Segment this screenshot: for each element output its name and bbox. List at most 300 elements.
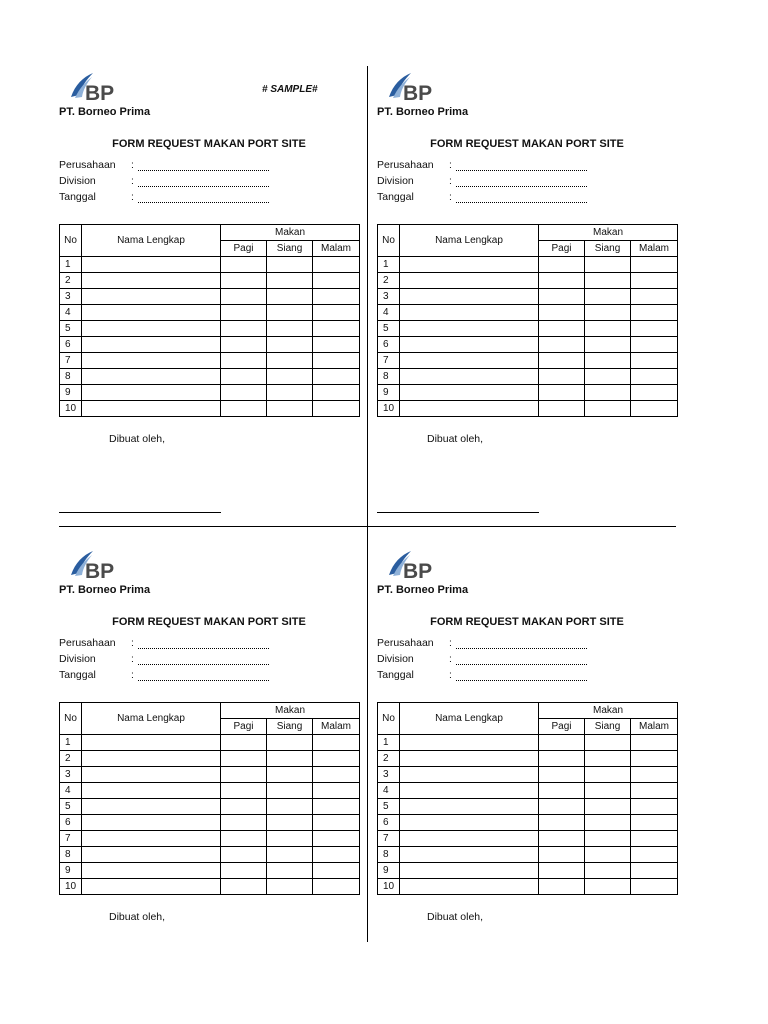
- malam-cell[interactable]: [631, 305, 678, 321]
- malam-cell[interactable]: [631, 847, 678, 863]
- name-cell[interactable]: [82, 321, 221, 337]
- table-row: [378, 767, 678, 783]
- field-colon: :: [131, 159, 134, 171]
- field-dotted-line: [456, 680, 587, 681]
- field-perusahaan[interactable]: [377, 637, 452, 649]
- malam-cell[interactable]: [631, 385, 678, 401]
- meal-table: [377, 224, 678, 417]
- siang-cell[interactable]: [585, 337, 631, 353]
- row-number: 8: [60, 369, 82, 385]
- row-number: 1: [60, 735, 82, 751]
- siang-cell[interactable]: [585, 799, 631, 815]
- name-cell[interactable]: [82, 815, 221, 831]
- siang-cell[interactable]: [585, 783, 631, 799]
- name-cell[interactable]: [400, 257, 539, 273]
- siang-cell[interactable]: [585, 735, 631, 751]
- malam-cell[interactable]: [313, 735, 360, 751]
- name-cell[interactable]: [82, 353, 221, 369]
- name-cell[interactable]: [400, 831, 539, 847]
- pagi-cell[interactable]: [221, 799, 267, 815]
- field-label: Perusahaan: [377, 637, 434, 649]
- malam-cell[interactable]: [313, 353, 360, 369]
- siang-cell[interactable]: [267, 831, 313, 847]
- table-row: [378, 305, 678, 321]
- pagi-cell[interactable]: [539, 337, 585, 353]
- table-row: [378, 879, 678, 895]
- bp-logo: [381, 549, 461, 581]
- header-siang: Siang: [267, 241, 313, 257]
- name-cell[interactable]: [400, 337, 539, 353]
- name-cell[interactable]: [82, 767, 221, 783]
- siang-cell[interactable]: [267, 257, 313, 273]
- row-number: 1: [378, 735, 400, 751]
- field-tanggal[interactable]: [59, 669, 134, 681]
- malam-cell[interactable]: [313, 257, 360, 273]
- field-label: Perusahaan: [377, 159, 434, 171]
- header-no: No: [378, 703, 400, 735]
- malam-cell[interactable]: [631, 273, 678, 289]
- header-siang: Siang: [585, 241, 631, 257]
- field-colon: :: [449, 637, 452, 649]
- table-row: [378, 751, 678, 767]
- dibuat-oleh-label: Dibuat oleh,: [109, 433, 166, 445]
- pagi-cell[interactable]: [539, 799, 585, 815]
- malam-cell[interactable]: [313, 321, 360, 337]
- bp-logo: [63, 549, 143, 581]
- row-number: 6: [60, 815, 82, 831]
- siang-cell[interactable]: [267, 799, 313, 815]
- malam-cell[interactable]: [631, 735, 678, 751]
- signature-line: [59, 512, 221, 513]
- field-label: Division: [377, 175, 414, 187]
- siang-cell[interactable]: [267, 751, 313, 767]
- siang-cell[interactable]: [585, 831, 631, 847]
- name-cell[interactable]: [82, 735, 221, 751]
- table-row: [60, 321, 360, 337]
- field-colon: :: [131, 175, 134, 187]
- name-cell[interactable]: [82, 847, 221, 863]
- malam-cell[interactable]: [631, 337, 678, 353]
- table-row: [378, 783, 678, 799]
- name-cell[interactable]: [82, 385, 221, 401]
- malam-cell[interactable]: [631, 353, 678, 369]
- dibuat-oleh-label: Dibuat oleh,: [427, 433, 484, 445]
- name-cell[interactable]: [400, 401, 539, 417]
- malam-cell[interactable]: [631, 831, 678, 847]
- pagi-cell[interactable]: [539, 305, 585, 321]
- field-division[interactable]: [377, 175, 452, 187]
- name-cell[interactable]: [400, 799, 539, 815]
- malam-cell[interactable]: [631, 289, 678, 305]
- malam-cell[interactable]: [631, 879, 678, 895]
- header-malam: Malam: [313, 241, 360, 257]
- malam-cell[interactable]: [631, 783, 678, 799]
- pagi-cell[interactable]: [539, 815, 585, 831]
- malam-cell[interactable]: [313, 305, 360, 321]
- siang-cell[interactable]: [267, 735, 313, 751]
- name-cell[interactable]: [82, 305, 221, 321]
- table-row: [378, 863, 678, 879]
- pagi-cell[interactable]: [221, 289, 267, 305]
- row-number: 6: [60, 337, 82, 353]
- malam-cell[interactable]: [313, 863, 360, 879]
- siang-cell[interactable]: [267, 353, 313, 369]
- pagi-cell[interactable]: [539, 273, 585, 289]
- malam-cell[interactable]: [631, 767, 678, 783]
- row-number: 1: [378, 257, 400, 273]
- form-bottom-left: [59, 546, 359, 986]
- malam-cell[interactable]: [631, 257, 678, 273]
- name-cell[interactable]: [400, 783, 539, 799]
- siang-cell[interactable]: [267, 321, 313, 337]
- pagi-cell[interactable]: [539, 369, 585, 385]
- header-nama-lengkap: Nama Lengkap: [82, 703, 221, 735]
- field-division[interactable]: [59, 653, 134, 665]
- siang-cell[interactable]: [267, 305, 313, 321]
- pagi-cell[interactable]: [221, 369, 267, 385]
- row-number: 5: [378, 799, 400, 815]
- name-cell[interactable]: [400, 321, 539, 337]
- table-row: [378, 831, 678, 847]
- header-pagi: Pagi: [221, 241, 267, 257]
- field-colon: :: [449, 653, 452, 665]
- field-tanggal[interactable]: [59, 191, 134, 203]
- table-row: [60, 847, 360, 863]
- field-dotted-line: [456, 648, 587, 649]
- field-label: Perusahaan: [59, 159, 116, 171]
- siang-cell[interactable]: [585, 879, 631, 895]
- logo-text: BP: [85, 560, 115, 581]
- name-cell[interactable]: [400, 305, 539, 321]
- pagi-cell[interactable]: [539, 289, 585, 305]
- name-cell[interactable]: [400, 879, 539, 895]
- field-colon: :: [131, 637, 134, 649]
- pagi-cell[interactable]: [221, 783, 267, 799]
- pagi-cell[interactable]: [539, 401, 585, 417]
- name-cell[interactable]: [400, 863, 539, 879]
- table-row: [60, 337, 360, 353]
- row-number: 3: [378, 767, 400, 783]
- malam-cell[interactable]: [313, 767, 360, 783]
- table-row: [378, 385, 678, 401]
- name-cell[interactable]: [400, 353, 539, 369]
- siang-cell[interactable]: [267, 863, 313, 879]
- form-title: FORM REQUEST MAKAN PORT SITE: [112, 138, 306, 150]
- pagi-cell[interactable]: [539, 735, 585, 751]
- siang-cell[interactable]: [585, 257, 631, 273]
- siang-cell[interactable]: [267, 337, 313, 353]
- row-number: 9: [60, 863, 82, 879]
- siang-cell[interactable]: [267, 815, 313, 831]
- table-row: [60, 783, 360, 799]
- pagi-cell[interactable]: [221, 337, 267, 353]
- field-division[interactable]: [59, 175, 134, 187]
- field-division[interactable]: [377, 653, 452, 665]
- table-row: [60, 815, 360, 831]
- malam-cell[interactable]: [631, 369, 678, 385]
- row-number: 8: [60, 847, 82, 863]
- pagi-cell[interactable]: [539, 879, 585, 895]
- name-cell[interactable]: [82, 273, 221, 289]
- row-number: 1: [60, 257, 82, 273]
- meal-table: [59, 702, 360, 895]
- malam-cell[interactable]: [631, 401, 678, 417]
- pagi-cell[interactable]: [539, 831, 585, 847]
- malam-cell[interactable]: [313, 273, 360, 289]
- siang-cell[interactable]: [585, 863, 631, 879]
- siang-cell[interactable]: [267, 401, 313, 417]
- pagi-cell[interactable]: [221, 863, 267, 879]
- siang-cell[interactable]: [585, 385, 631, 401]
- row-number: 4: [378, 305, 400, 321]
- malam-cell[interactable]: [631, 751, 678, 767]
- table-row: [378, 273, 678, 289]
- logo-text: BP: [85, 82, 115, 103]
- company-name: PT. Borneo Prima: [377, 106, 469, 118]
- siang-cell[interactable]: [585, 321, 631, 337]
- form-title: FORM REQUEST MAKAN PORT SITE: [430, 616, 624, 628]
- row-number: 9: [378, 385, 400, 401]
- field-dotted-line: [138, 680, 269, 681]
- table-row: [60, 273, 360, 289]
- name-cell[interactable]: [82, 879, 221, 895]
- name-cell[interactable]: [82, 369, 221, 385]
- siang-cell[interactable]: [585, 401, 631, 417]
- siang-cell[interactable]: [267, 385, 313, 401]
- name-cell[interactable]: [82, 289, 221, 305]
- field-perusahaan[interactable]: [59, 637, 134, 649]
- malam-cell[interactable]: [313, 401, 360, 417]
- name-cell[interactable]: [400, 751, 539, 767]
- siang-cell[interactable]: [585, 847, 631, 863]
- pagi-cell[interactable]: [221, 831, 267, 847]
- pagi-cell[interactable]: [221, 751, 267, 767]
- field-perusahaan[interactable]: [59, 159, 134, 171]
- name-cell[interactable]: [82, 257, 221, 273]
- name-cell[interactable]: [82, 863, 221, 879]
- pagi-cell[interactable]: [221, 879, 267, 895]
- field-dotted-line: [138, 664, 269, 665]
- table-row: [378, 799, 678, 815]
- table-row: [378, 815, 678, 831]
- table-row: [378, 735, 678, 751]
- table-row: [60, 767, 360, 783]
- row-number: 3: [378, 289, 400, 305]
- siang-cell[interactable]: [267, 847, 313, 863]
- field-dotted-line: [456, 202, 587, 203]
- form-title: FORM REQUEST MAKAN PORT SITE: [430, 138, 624, 150]
- siang-cell[interactable]: [585, 353, 631, 369]
- row-number: 2: [60, 751, 82, 767]
- malam-cell[interactable]: [313, 385, 360, 401]
- header-no: No: [60, 703, 82, 735]
- name-cell[interactable]: [82, 831, 221, 847]
- field-perusahaan[interactable]: [377, 159, 452, 171]
- table-row: [378, 353, 678, 369]
- row-number: 7: [378, 353, 400, 369]
- company-name: PT. Borneo Prima: [59, 106, 151, 118]
- siang-cell[interactable]: [585, 273, 631, 289]
- field-label: Division: [59, 175, 96, 187]
- field-colon: :: [131, 669, 134, 681]
- table-row: [60, 751, 360, 767]
- horizontal-cut-line: [59, 526, 676, 527]
- field-colon: :: [131, 653, 134, 665]
- siang-cell[interactable]: [585, 369, 631, 385]
- pagi-cell[interactable]: [221, 815, 267, 831]
- row-number: 2: [60, 273, 82, 289]
- row-number: 10: [378, 401, 400, 417]
- pagi-cell[interactable]: [221, 305, 267, 321]
- name-cell[interactable]: [400, 815, 539, 831]
- row-number: 9: [60, 385, 82, 401]
- signature-line: [377, 512, 539, 513]
- pagi-cell[interactable]: [221, 353, 267, 369]
- pagi-cell[interactable]: [539, 385, 585, 401]
- malam-cell[interactable]: [313, 751, 360, 767]
- malam-cell[interactable]: [313, 799, 360, 815]
- malam-cell[interactable]: [631, 863, 678, 879]
- header-makan: Makan: [221, 225, 360, 241]
- name-cell[interactable]: [82, 751, 221, 767]
- name-cell[interactable]: [82, 783, 221, 799]
- pagi-cell[interactable]: [539, 767, 585, 783]
- pagi-cell[interactable]: [221, 257, 267, 273]
- name-cell[interactable]: [400, 385, 539, 401]
- siang-cell[interactable]: [585, 815, 631, 831]
- siang-cell[interactable]: [267, 369, 313, 385]
- malam-cell[interactable]: [631, 321, 678, 337]
- malam-cell[interactable]: [313, 815, 360, 831]
- header-malam: Malam: [313, 719, 360, 735]
- table-row: [378, 257, 678, 273]
- row-number: 3: [60, 767, 82, 783]
- header-pagi: Pagi: [539, 241, 585, 257]
- header-malam: Malam: [631, 241, 678, 257]
- row-number: 5: [378, 321, 400, 337]
- malam-cell[interactable]: [313, 847, 360, 863]
- field-colon: :: [449, 175, 452, 187]
- header-pagi: Pagi: [221, 719, 267, 735]
- field-colon: :: [449, 669, 452, 681]
- row-number: 6: [378, 337, 400, 353]
- siang-cell[interactable]: [585, 305, 631, 321]
- form-bottom-right: [377, 546, 677, 986]
- company-name: PT. Borneo Prima: [59, 584, 151, 596]
- pagi-cell[interactable]: [539, 257, 585, 273]
- field-dotted-line: [138, 202, 269, 203]
- row-number: 7: [60, 831, 82, 847]
- malam-cell[interactable]: [631, 799, 678, 815]
- name-cell[interactable]: [82, 799, 221, 815]
- row-number: 2: [378, 751, 400, 767]
- malam-cell[interactable]: [631, 815, 678, 831]
- name-cell[interactable]: [400, 767, 539, 783]
- sample-watermark: # SAMPLE#: [262, 84, 318, 95]
- header-no: No: [60, 225, 82, 257]
- pagi-cell[interactable]: [221, 735, 267, 751]
- row-number: 6: [378, 815, 400, 831]
- row-number: 10: [60, 879, 82, 895]
- pagi-cell[interactable]: [539, 847, 585, 863]
- pagi-cell[interactable]: [539, 863, 585, 879]
- row-number: 4: [378, 783, 400, 799]
- field-tanggal[interactable]: [377, 191, 452, 203]
- malam-cell[interactable]: [313, 831, 360, 847]
- header-makan: Makan: [539, 225, 678, 241]
- pagi-cell[interactable]: [221, 273, 267, 289]
- form-top-right: [377, 68, 677, 508]
- field-label: Tanggal: [377, 191, 414, 203]
- siang-cell[interactable]: [267, 289, 313, 305]
- malam-cell[interactable]: [313, 289, 360, 305]
- meal-table: [377, 702, 678, 895]
- field-dotted-line: [456, 186, 587, 187]
- siang-cell[interactable]: [267, 767, 313, 783]
- malam-cell[interactable]: [313, 879, 360, 895]
- pagi-cell[interactable]: [539, 321, 585, 337]
- bp-logo: [63, 71, 143, 103]
- field-label: Tanggal: [59, 191, 96, 203]
- name-cell[interactable]: [82, 401, 221, 417]
- siang-cell[interactable]: [585, 767, 631, 783]
- name-cell[interactable]: [400, 847, 539, 863]
- row-number: 8: [378, 369, 400, 385]
- pagi-cell[interactable]: [221, 847, 267, 863]
- malam-cell[interactable]: [313, 337, 360, 353]
- dibuat-oleh-label: Dibuat oleh,: [109, 911, 166, 923]
- row-number: 3: [60, 289, 82, 305]
- field-dotted-line: [138, 186, 269, 187]
- siang-cell[interactable]: [585, 751, 631, 767]
- field-label: Tanggal: [377, 669, 414, 681]
- malam-cell[interactable]: [313, 369, 360, 385]
- bp-logo: [381, 71, 461, 103]
- pagi-cell[interactable]: [539, 751, 585, 767]
- field-dotted-line: [456, 664, 587, 665]
- siang-cell[interactable]: [267, 783, 313, 799]
- pagi-cell[interactable]: [539, 783, 585, 799]
- name-cell[interactable]: [400, 289, 539, 305]
- row-number: 7: [378, 831, 400, 847]
- name-cell[interactable]: [400, 273, 539, 289]
- vertical-cut-line: [367, 66, 368, 942]
- siang-cell[interactable]: [267, 273, 313, 289]
- name-cell[interactable]: [400, 735, 539, 751]
- row-number: 2: [378, 273, 400, 289]
- table-row: [378, 401, 678, 417]
- pagi-cell[interactable]: [221, 385, 267, 401]
- pagi-cell[interactable]: [221, 321, 267, 337]
- field-dotted-line: [138, 648, 269, 649]
- field-label: Tanggal: [59, 669, 96, 681]
- siang-cell[interactable]: [267, 879, 313, 895]
- row-number: 8: [378, 847, 400, 863]
- row-number: 4: [60, 305, 82, 321]
- table-row: [60, 879, 360, 895]
- name-cell[interactable]: [82, 337, 221, 353]
- malam-cell[interactable]: [313, 783, 360, 799]
- siang-cell[interactable]: [585, 289, 631, 305]
- pagi-cell[interactable]: [221, 401, 267, 417]
- name-cell[interactable]: [400, 369, 539, 385]
- table-row: [378, 847, 678, 863]
- header-malam: Malam: [631, 719, 678, 735]
- table-row: [60, 369, 360, 385]
- pagi-cell[interactable]: [221, 767, 267, 783]
- pagi-cell[interactable]: [539, 353, 585, 369]
- field-tanggal[interactable]: [377, 669, 452, 681]
